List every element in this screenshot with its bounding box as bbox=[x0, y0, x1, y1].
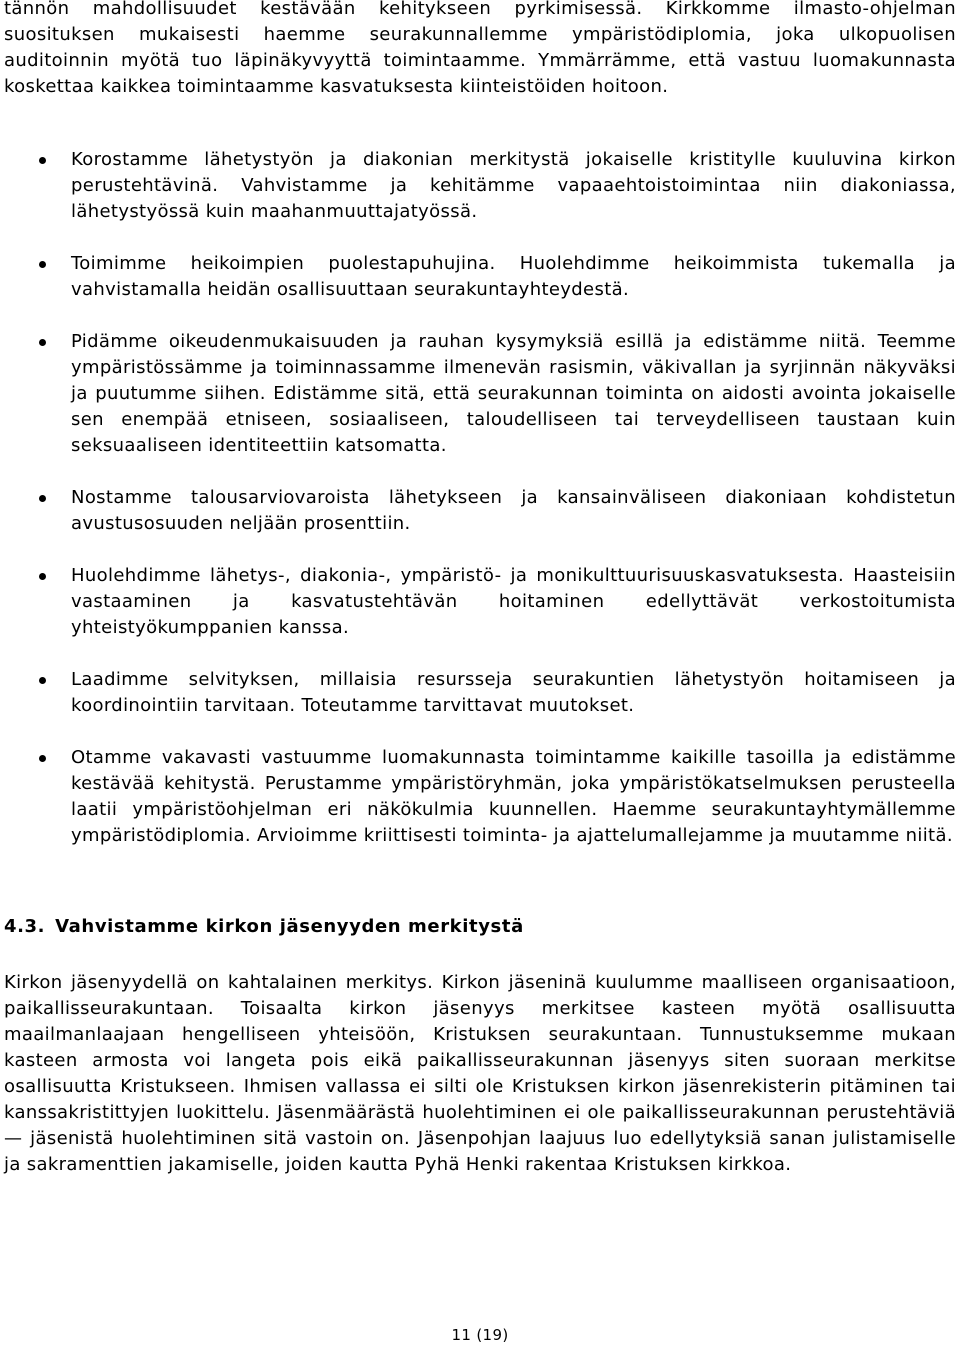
bullet-dot-icon bbox=[39, 677, 46, 684]
bullet-text: Korostamme lähetystyön ja diakonian merkitystä jokaiselle kristitylle kuuluvina kirkon perustehtävinä. Vahvistamme ja kehitämme vapaaehtoistoimintaa niin diakoniassa, lähetystyössä kuin maahanmuuttajatyössä. bbox=[71, 149, 956, 222]
intro-paragraph: tännön mahdollisuudet kestävään kehitykseen pyrkimisessä. Kirkkomme ilmasto-ohjelman suosituksen mukaisesti haemme seurakunnallemme ympäristödiplomia, joka ulkopuolisen auditoinnin myötä tuo läpinäkyvyyttä toimintaamme. Ymmärrämme, että vastuu luomakunnasta koskettaa kaikkea toimintaamme kasvatuksesta kiinteistöiden hoitoon. bbox=[4, 0, 956, 97]
bullet-dot-icon bbox=[39, 157, 46, 164]
bullet-item bbox=[0, 563, 960, 641]
bullet-text: Nostamme talousarviovaroista lähetykseen ja kansainväliseen diakoniaan kohdistetun avustusosuuden neljään prosenttiin. bbox=[71, 487, 956, 534]
section-heading bbox=[4, 914, 524, 940]
bullet-dot-icon bbox=[39, 495, 46, 502]
section-paragraph: Kirkon jäsenyydellä on kahtalainen merkitys. Kirkon jäseninä kuulumme maalliseen organisaatioon, paikallisseurakuntaan. Toisaalta kirkon jäsenyys merkitsee kasteen myötä osallisuutta maailmanlaajaan hengelliseen yhteisöön, Kristuksen seurakuntaan. Tunnustuksemme mukaan kasteen armosta voi langeta pois eikä paikallisseurakunnan jäsenyys siten suoraan merkitse osallisuutta Kristukseen. Ihmisen vallassa ei silti ole Kristuksen kirkon jäsenrekisterin pitäminen tai kanssakristittyjen luokittelu. Jäsenmäärästä huolehtiminen ei ole paikallisseurakunnan perustehtäviä — jäsenistä huolehtiminen sitä vastoin on. Jäsenpohjan laajuus luo edellytyksiä sanan julistamiselle ja sakramenttien jakamiselle, joiden kautta Pyhä Henki rakentaa Kristuksen kirkkoa. bbox=[4, 972, 956, 1175]
bullet-text: Toimimme heikoimpien puolestapuhujina. Huolehdimme heikoimmista tukemalla ja vahvistamalla heidän osallisuuttaan seurakuntayhteydestä. bbox=[71, 253, 956, 300]
page-number: 11 (19) bbox=[451, 1326, 509, 1344]
bullet-item bbox=[0, 251, 960, 303]
bullet-dot-icon bbox=[39, 755, 46, 762]
bullet-list bbox=[0, 147, 960, 849]
bullet-dot-icon bbox=[39, 261, 46, 268]
bullet-dot-icon bbox=[39, 339, 46, 346]
bullet-text: Pidämme oikeudenmukaisuuden ja rauhan kysymyksiä esillä ja edistämme niitä. Teemme ympäristössämme ja toiminnassamme ilmenevän rasismin, väkivallan ja syrjinnän näkyväksi ja puutumme siihen. Edistämme sitä, että seurakunnan toiminta on aidosti avointa jokaiselle sen enempää etniseen, sosiaaliseen, taloudelliseen tai terveydelliseen taustaan kuin seksuaaliseen identiteettiin katsomatta. bbox=[71, 331, 956, 456]
bullet-text: Otamme vakavasti vastuumme luomakunnasta toimintamme kaikille tasoilla ja edistämme kestävää kehitystä. Perustamme ympäristöryhmän, joka ympäristökatselmuksen perusteella laatii ympäristöohjelman eri näkökulmia kuunnellen. Haemme seurakuntayhtymällemme ympäristödiplomia. Arvioimme kriittisesti toiminta- ja ajattelumallejamme ja muutamme niitä. bbox=[71, 747, 956, 846]
bullet-text: Laadimme selvityksen, millaisia resursseja seurakuntien lähetystyön hoitamiseen ja koordinointiin tarvitaan. Toteutamme tarvittavat muutokset. bbox=[71, 669, 956, 716]
bullet-item bbox=[0, 147, 960, 225]
section-title: Vahvistamme kirkon jäsenyyden merkitystä bbox=[55, 916, 524, 937]
bullet-text: Huolehdimme lähetys-, diakonia-, ympäristö- ja monikulttuurisuuskasvatuksesta. Haasteisiin vastaaminen ja kasvatustehtävän hoitaminen edellyttävät verkostoitumista yhteistyökumppanien kanssa. bbox=[71, 565, 956, 638]
bullet-item bbox=[0, 745, 960, 849]
bullet-item bbox=[0, 485, 960, 537]
bullet-dot-icon bbox=[39, 573, 46, 580]
section-number: 4.3. bbox=[4, 916, 46, 937]
bullet-item bbox=[0, 667, 960, 719]
bullet-item bbox=[0, 329, 960, 459]
